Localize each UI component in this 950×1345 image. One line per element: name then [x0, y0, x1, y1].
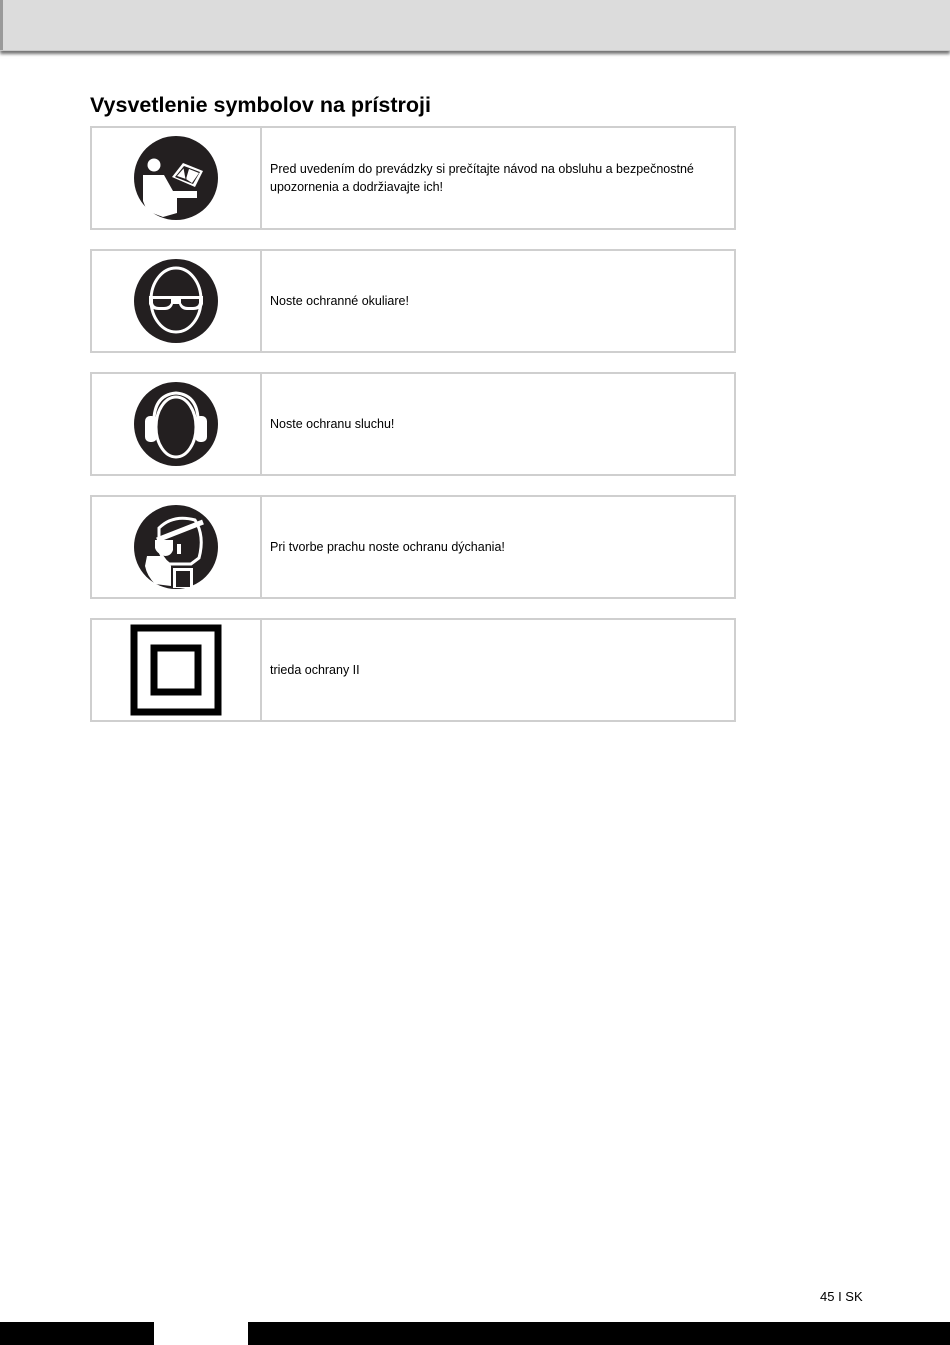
symbol-cell	[92, 128, 262, 228]
page-title: Vysvetlenie symbolov na prístroji	[90, 93, 431, 117]
symbol-description: Pred uvedením do prevádzky si prečítajte návod na obsluhu a bezpečnostné upozornenia a dodržiavajte ich!	[270, 162, 694, 194]
symbol-description: Noste ochranné okuliare!	[270, 294, 409, 308]
symbol-cell	[92, 374, 262, 474]
symbol-cell	[92, 251, 262, 351]
respiratory-protection-icon	[133, 504, 219, 590]
header-band	[0, 0, 950, 51]
symbol-row	[90, 249, 736, 353]
safety-goggles-icon	[133, 258, 219, 344]
page-number: 45 I SK	[820, 1289, 863, 1304]
read-manual-icon	[133, 135, 219, 221]
footer-bar-right	[248, 1322, 950, 1345]
symbol-description: Pri tvorbe prachu noste ochranu dýchania!	[270, 540, 505, 554]
symbol-row	[90, 372, 736, 476]
symbol-cell	[92, 497, 262, 597]
symbol-row	[90, 495, 736, 599]
protection-class-ii-icon	[130, 624, 222, 716]
symbol-row	[90, 126, 736, 230]
symbol-row	[90, 618, 736, 722]
symbol-description: Noste ochranu sluchu!	[270, 417, 395, 431]
hearing-protection-icon	[133, 381, 219, 467]
footer-bar-left	[0, 1322, 154, 1345]
symbol-cell	[92, 620, 262, 720]
symbol-description: trieda ochrany II	[270, 663, 360, 677]
